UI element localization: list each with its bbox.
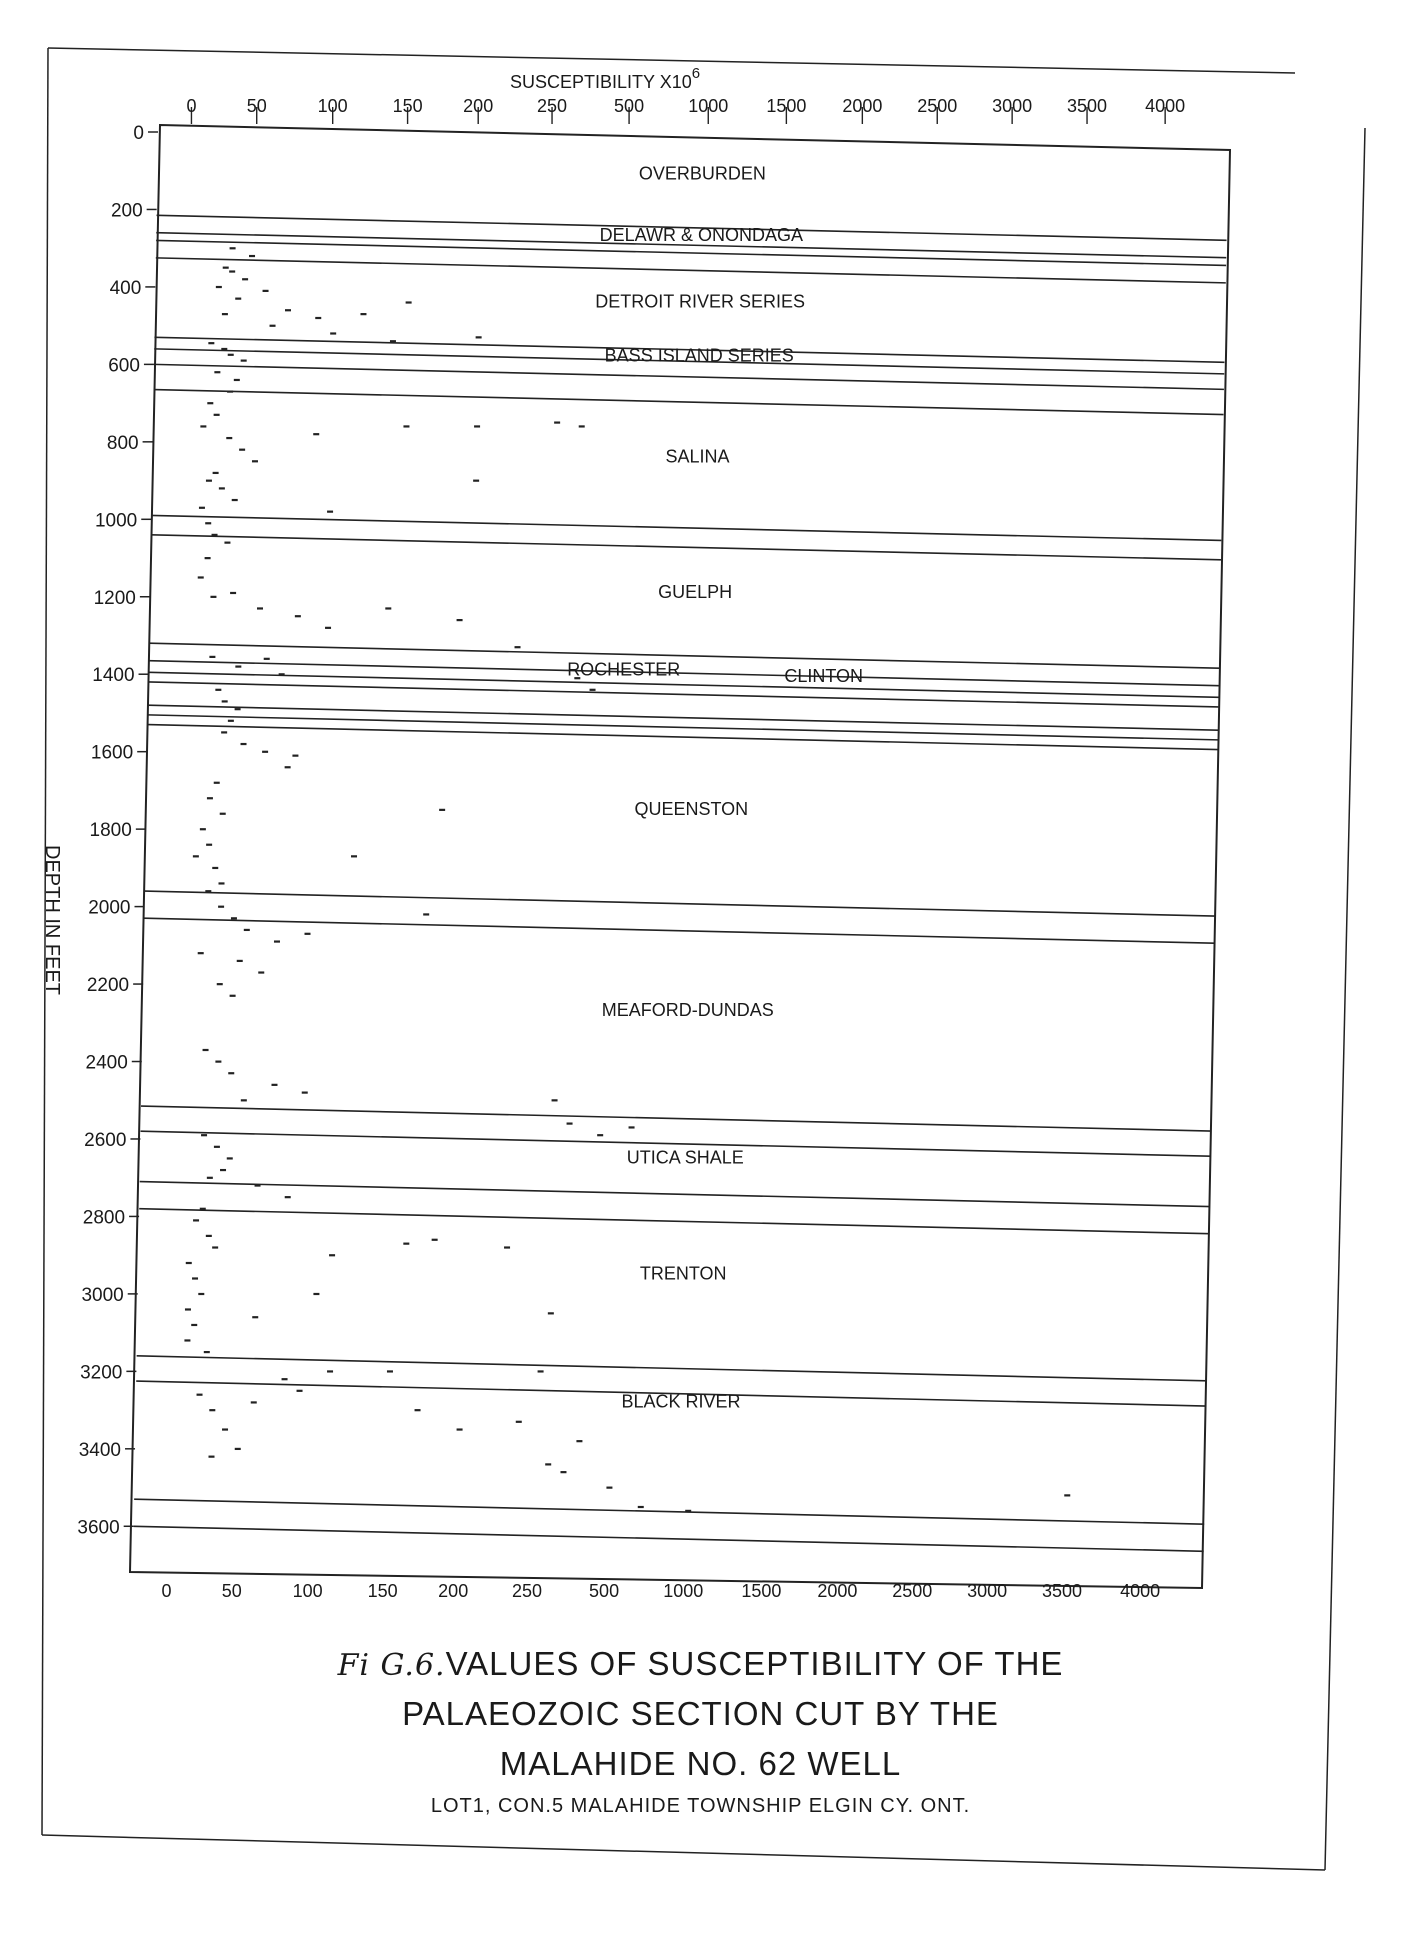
data-point — [192, 1277, 198, 1279]
y-tick-label: 1200 — [93, 587, 136, 609]
y-tick-label: 800 — [106, 432, 139, 454]
formation-label: MEAFORD-DUNDAS — [601, 1000, 774, 1021]
x-tick-label-top: 3000 — [992, 96, 1033, 116]
x-tick-label-bottom: 200 — [438, 1581, 469, 1601]
caption-text-1: VALUES OF SUSCEPTIBILITY OF THE — [445, 1645, 1064, 1682]
y-tick-label: 3400 — [78, 1439, 122, 1461]
data-point — [185, 1308, 191, 1310]
data-point — [220, 1169, 226, 1171]
bed-boundary-line — [154, 364, 1224, 389]
data-point — [606, 1487, 612, 1489]
data-point — [313, 433, 319, 435]
data-point — [515, 646, 521, 648]
data-point — [216, 286, 222, 288]
data-point — [638, 1506, 644, 1508]
data-point — [219, 487, 225, 489]
data-point — [235, 1448, 241, 1450]
data-point — [212, 1246, 218, 1248]
x-tick-label-top: 200 — [463, 96, 494, 116]
bed-boundary-line — [134, 1526, 1204, 1551]
formation-label: BASS ISLAND SERIES — [604, 345, 794, 366]
data-point — [206, 480, 212, 482]
x-tick-label-top: 2500 — [917, 96, 958, 116]
data-point — [222, 313, 228, 315]
data-point — [403, 1243, 409, 1245]
data-point — [439, 809, 445, 811]
data-point — [228, 1072, 234, 1074]
data-point — [193, 855, 199, 857]
formation-label: ROCHESTER — [567, 659, 681, 680]
data-point — [214, 414, 220, 416]
data-point — [214, 371, 220, 373]
data-point — [204, 1351, 210, 1353]
x-tick-label-top: 50 — [246, 96, 267, 116]
data-point — [232, 499, 238, 501]
data-point — [209, 1456, 215, 1458]
x-tick-label-bottom: 2500 — [892, 1581, 933, 1601]
data-point — [285, 1196, 291, 1198]
data-point — [590, 689, 596, 691]
x-axis-title — [510, 65, 700, 92]
x-tick-label-bottom: 3500 — [1042, 1581, 1083, 1601]
data-point — [224, 542, 230, 544]
bed-boundary-line — [148, 725, 1218, 750]
data-point — [242, 278, 248, 280]
data-point — [218, 906, 224, 908]
data-point — [351, 855, 357, 857]
data-point — [252, 1316, 258, 1318]
data-point — [295, 615, 301, 617]
data-point — [473, 480, 479, 482]
data-point — [548, 1312, 554, 1314]
y-tick-label: 1400 — [92, 665, 135, 687]
bed-boundary-line — [151, 515, 1221, 540]
caption-line-1 — [0, 1645, 1401, 1683]
bed-boundary-line — [141, 1106, 1211, 1131]
bed-boundary-line — [139, 1209, 1209, 1234]
bed-boundary-line — [149, 672, 1219, 697]
data-point — [325, 627, 331, 629]
bed-boundary-line — [134, 1499, 1204, 1524]
data-point — [597, 1134, 603, 1136]
data-point — [209, 1409, 215, 1411]
data-point — [576, 1440, 582, 1442]
data-point — [234, 379, 240, 381]
x-tick-label-bottom: 0 — [161, 1581, 172, 1601]
data-point — [215, 1061, 221, 1063]
data-point — [222, 1428, 228, 1430]
data-point — [213, 472, 219, 474]
bed-boundary-line — [148, 705, 1218, 730]
formation-label: DELAWR & ONONDAGA — [599, 224, 804, 245]
data-point — [302, 1091, 308, 1093]
data-point — [209, 656, 215, 658]
data-point — [200, 828, 206, 830]
data-point — [214, 1146, 220, 1148]
data-point — [230, 247, 236, 249]
x-tick-label-top: 3500 — [1067, 96, 1108, 116]
data-point — [249, 255, 255, 257]
x-tick-label-top: 4000 — [1145, 96, 1186, 116]
bed-boundary-line — [137, 1356, 1207, 1381]
data-point — [198, 1293, 204, 1295]
data-point — [229, 270, 235, 272]
data-point — [212, 867, 218, 869]
data-point — [282, 1378, 288, 1380]
y-tick-label: 1800 — [89, 820, 132, 842]
bed-boundary-line — [144, 918, 1214, 943]
y-tick-label: 0 — [133, 123, 144, 144]
data-point — [228, 720, 234, 722]
page-border-bottom — [42, 1835, 1325, 1870]
data-point — [258, 971, 264, 973]
data-point — [476, 336, 482, 338]
data-point — [415, 1409, 421, 1411]
data-point — [685, 1510, 691, 1512]
x-tick-label-bottom: 100 — [292, 1581, 323, 1601]
y-tick-label: 2400 — [85, 1052, 128, 1074]
data-point — [297, 1390, 303, 1392]
data-point — [474, 425, 480, 427]
bed-boundary-line — [140, 1182, 1210, 1207]
x-axis-title-text: SUSCEPTIBILITY X10 — [510, 72, 692, 92]
data-point — [201, 1134, 207, 1136]
x-tick-label-bottom: 250 — [512, 1581, 543, 1601]
caption-line-3: MALAHIDE NO. 62 WELL — [499, 1745, 902, 1782]
formation-label: UTICA SHALE — [626, 1147, 744, 1168]
data-point — [360, 313, 366, 315]
page-border-right — [1325, 128, 1365, 1870]
x-axis-title-exponent: 6 — [691, 65, 701, 82]
y-tick-label: 400 — [109, 277, 142, 299]
data-point — [579, 425, 585, 427]
data-point — [199, 507, 205, 509]
caption-line-4: LOT1, CON.5 MALAHIDE TOWNSHIP ELGIN CY. ONT. — [430, 1795, 971, 1817]
bed-boundary-line — [148, 682, 1218, 707]
formation-label: GUELPH — [658, 581, 733, 602]
data-point — [538, 1370, 544, 1372]
data-point — [239, 449, 245, 451]
x-tick-label-bottom: 150 — [367, 1581, 398, 1601]
data-point — [205, 522, 211, 524]
data-point — [504, 1246, 510, 1248]
data-point — [257, 607, 263, 609]
data-point — [305, 933, 311, 935]
data-point — [215, 689, 221, 691]
x-tick-label-bottom: 1000 — [663, 1581, 704, 1601]
data-point — [327, 511, 333, 513]
data-point — [206, 844, 212, 846]
data-point — [264, 658, 270, 660]
data-point — [186, 1262, 192, 1264]
data-point — [235, 665, 241, 667]
data-point — [554, 421, 560, 423]
formation-label: BLACK RIVER — [621, 1391, 741, 1412]
data-point — [285, 766, 291, 768]
data-point — [262, 751, 268, 753]
data-point — [222, 700, 228, 702]
data-point — [197, 1394, 203, 1396]
formation-label: DETROIT RIVER SERIES — [595, 291, 806, 312]
bed-boundary-line — [148, 715, 1218, 740]
page-border-top — [48, 48, 1295, 73]
data-point — [244, 929, 250, 931]
data-point — [313, 1293, 319, 1295]
data-point — [221, 731, 227, 733]
y-tick-label: 1600 — [90, 742, 134, 764]
data-point — [208, 342, 214, 344]
data-point — [220, 813, 226, 815]
y-tick-label: 3600 — [77, 1517, 120, 1539]
x-tick-label-top: 1000 — [688, 96, 729, 116]
formation-label: TRENTON — [639, 1263, 727, 1284]
y-tick-label: 1000 — [94, 510, 138, 532]
y-tick-label: 2000 — [88, 897, 131, 919]
x-tick-label-top: 250 — [537, 96, 568, 116]
data-point — [274, 940, 280, 942]
data-point — [230, 995, 236, 997]
data-point — [207, 402, 213, 404]
x-tick-label-top: 2000 — [842, 96, 883, 116]
data-point — [292, 755, 298, 757]
data-point — [545, 1463, 551, 1465]
formation-label: OVERBURDEN — [638, 163, 766, 184]
formation-label: CLINTON — [784, 666, 864, 687]
y-axis-title: DEPTH IN FEET — [41, 845, 63, 996]
bed-boundary-line — [151, 535, 1221, 560]
figure-label: Fi G.6. — [337, 1648, 446, 1683]
data-point — [390, 340, 396, 342]
data-point — [567, 1122, 573, 1124]
data-point — [207, 797, 213, 799]
data-point — [285, 309, 291, 311]
data-point — [327, 1370, 333, 1372]
data-point — [226, 437, 232, 439]
x-tick-label-top: 100 — [317, 96, 348, 116]
x-tick-label-bottom: 1500 — [741, 1581, 782, 1601]
data-point — [210, 596, 216, 598]
data-point — [200, 1208, 206, 1210]
data-point — [217, 983, 223, 985]
data-point — [315, 317, 321, 319]
data-point — [263, 290, 269, 292]
data-point — [406, 301, 412, 303]
data-point — [198, 952, 204, 954]
data-point — [387, 1370, 393, 1372]
data-point — [255, 1184, 261, 1186]
data-point — [329, 1254, 335, 1256]
x-tick-label-bottom: 50 — [221, 1581, 242, 1601]
x-tick-label-bottom: 500 — [589, 1581, 620, 1601]
data-point — [423, 913, 429, 915]
data-point — [184, 1339, 190, 1341]
data-point — [241, 360, 247, 362]
data-point — [235, 298, 241, 300]
data-point — [403, 425, 409, 427]
y-tick-label: 2200 — [86, 975, 130, 997]
data-point — [206, 1235, 212, 1237]
data-point — [279, 673, 285, 675]
y-tick-label: 2600 — [84, 1129, 127, 1151]
x-tick-label-bottom: 3000 — [967, 1581, 1008, 1601]
data-point — [221, 348, 227, 350]
data-point — [432, 1239, 438, 1241]
data-point — [203, 1049, 209, 1051]
data-point — [205, 557, 211, 559]
x-tick-label-top: 500 — [614, 96, 645, 116]
bed-boundary-line — [154, 390, 1224, 415]
y-tick-label: 600 — [108, 355, 140, 377]
data-point — [193, 1219, 199, 1221]
data-point — [231, 917, 237, 919]
x-tick-label-bottom: 4000 — [1120, 1581, 1161, 1601]
x-tick-label-top: 1500 — [766, 96, 807, 116]
x-tick-label-top: 0 — [186, 96, 197, 116]
data-point — [191, 1324, 197, 1326]
data-point — [227, 390, 233, 392]
data-point — [235, 708, 241, 710]
y-tick-label: 3000 — [81, 1284, 124, 1306]
data-point — [270, 325, 276, 327]
data-point — [241, 1099, 247, 1101]
x-tick-label-top: 150 — [392, 96, 423, 116]
data-point — [198, 576, 204, 578]
data-point — [252, 460, 258, 462]
data-point — [457, 619, 463, 621]
data-point — [271, 1084, 277, 1086]
data-point — [1064, 1494, 1070, 1496]
data-point — [214, 782, 220, 784]
y-tick-label: 200 — [110, 200, 143, 222]
data-point — [207, 1177, 213, 1179]
y-tick-label: 2800 — [82, 1207, 126, 1229]
data-point — [552, 1099, 558, 1101]
data-point — [237, 960, 243, 962]
data-point — [227, 1157, 233, 1159]
formation-label: SALINA — [665, 446, 730, 467]
data-point — [560, 1471, 566, 1473]
data-point — [330, 332, 336, 334]
data-point — [230, 592, 236, 594]
data-point — [200, 425, 206, 427]
data-point — [223, 267, 229, 269]
data-point — [212, 534, 218, 536]
data-point — [457, 1428, 463, 1430]
data-point — [219, 882, 225, 884]
data-point — [629, 1126, 635, 1128]
data-point — [516, 1421, 522, 1423]
y-tick-label: 3200 — [80, 1362, 123, 1384]
data-point — [205, 890, 211, 892]
caption-line-2: PALAEOZOIC SECTION CUT BY THE — [402, 1695, 999, 1732]
data-point — [251, 1401, 257, 1403]
data-point — [385, 607, 391, 609]
data-point — [228, 354, 234, 356]
bed-boundary-line — [145, 891, 1215, 916]
data-point — [241, 743, 247, 745]
formation-label: QUEENSTON — [634, 798, 749, 819]
x-tick-label-bottom: 2000 — [817, 1581, 858, 1601]
